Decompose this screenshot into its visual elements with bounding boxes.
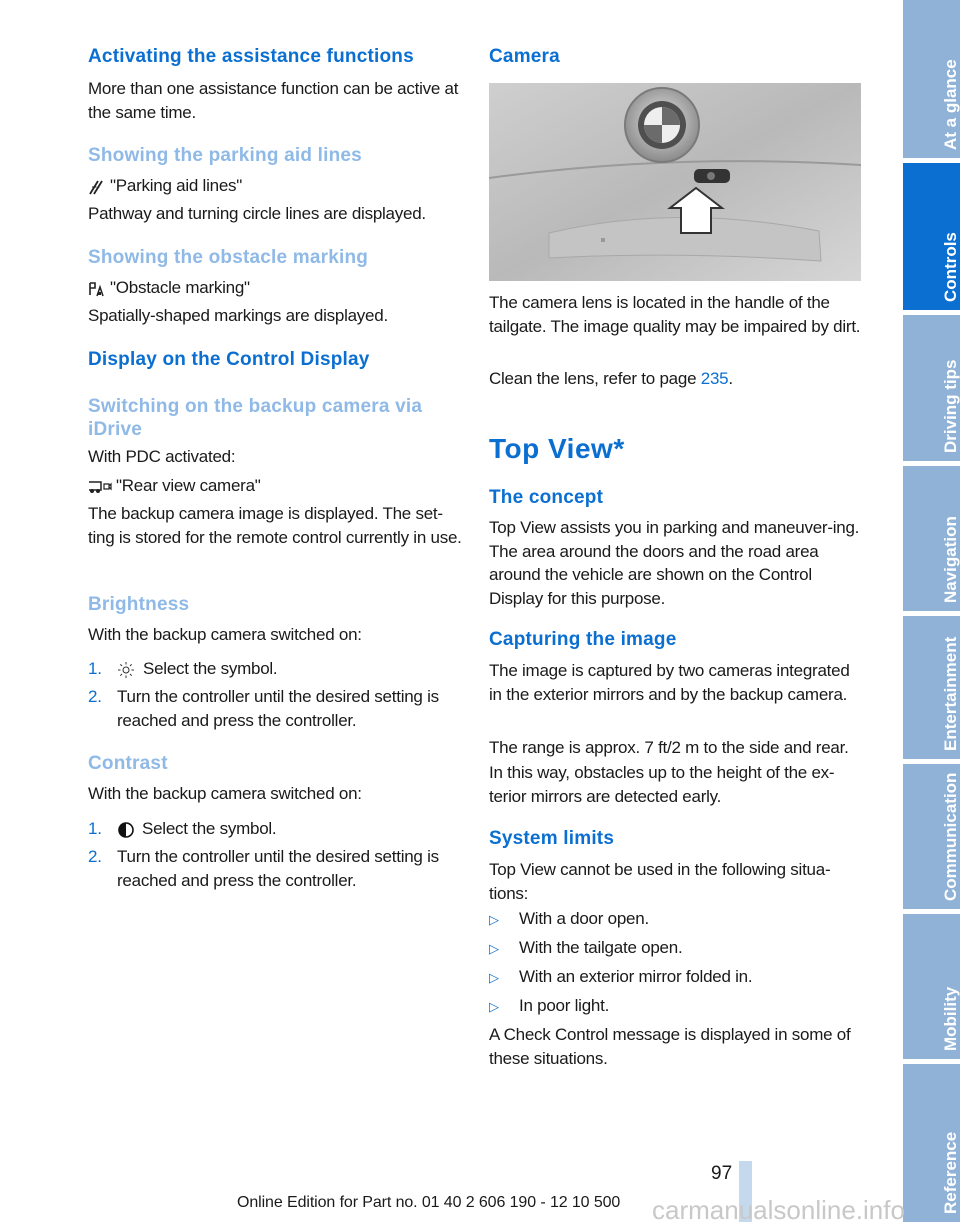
triangle-bullet-icon: ▷ [489, 941, 499, 956]
tab-label: Mobility [941, 986, 960, 1051]
text-concept: Top View assists you in parking and maneuver-ing. The area around the doors and the road area around the vehicle are shown on the Control Display for this purpose. [489, 518, 860, 608]
text-camera-lens: The camera lens is located in the handle of the tailgate. The image quality may be impaired by dirt. [489, 293, 861, 336]
tab-mobility[interactable] [903, 914, 960, 1059]
step-text: Select the symbol. [143, 659, 278, 678]
text-activating: More than one assistance function can be active at the same time. [88, 79, 459, 122]
rear-view-camera-icon [88, 479, 112, 495]
text-limits-intro: Top View cannot be used in the following situa-tions: [489, 860, 831, 903]
brightness-icon[interactable] [117, 661, 135, 679]
brightness-step-2 [88, 685, 464, 732]
option-rear-camera[interactable] [88, 474, 261, 498]
tab-label: Communication [941, 772, 960, 901]
option-parking-lines-label: "Parking aid lines" [110, 176, 243, 195]
list-item-text: With an exterior mirror folded in. [519, 967, 753, 986]
heading-switching: Switching on the backup camera via iDrive [88, 396, 423, 440]
step-number: 2. [88, 687, 102, 706]
heading-contrast: Contrast [88, 753, 168, 774]
option-obstacle-label: "Obstacle marking" [110, 278, 250, 297]
heading-system-limits: System limits [489, 828, 615, 849]
step-number: 2. [88, 847, 102, 866]
tab-label: Controls [941, 232, 960, 302]
page-number: 97 [711, 1163, 733, 1184]
tab-label: Navigation [941, 516, 960, 603]
step-number: 1. [88, 659, 102, 678]
list-item [489, 907, 649, 932]
list-item [489, 965, 752, 990]
tab-label: Reference [941, 1131, 960, 1214]
triangle-bullet-icon: ▷ [489, 999, 499, 1014]
tailgate-camera-photo [489, 83, 861, 281]
list-item-text: With the tailgate open. [519, 938, 683, 957]
contrast-step-1 [88, 817, 464, 841]
tab-reference[interactable] [903, 1064, 960, 1222]
text-check-control: A Check Control message is displayed in some of these situations. [489, 1025, 851, 1068]
chapter-tabs [903, 0, 960, 1222]
step-text: Select the symbol. [142, 819, 277, 838]
heading-display: Display on the Control Display [88, 349, 370, 370]
step-text: Turn the controller until the desired setting is reached and press the controller. [117, 847, 439, 890]
heading-brightness: Brightness [88, 594, 190, 615]
brightness-step-1 [88, 657, 464, 681]
text-backup-image: The backup camera image is displayed. The set-ting is stored for the remote control currently in use. [88, 504, 462, 547]
tab-label: At a glance [941, 59, 960, 150]
tab-label: Entertainment [941, 636, 960, 751]
tab-entertainment[interactable] [903, 616, 960, 759]
watermark: carmanualsonline.info [652, 1195, 905, 1225]
page-235-link[interactable]: 235 [700, 369, 729, 388]
list-item [489, 994, 609, 1019]
tab-navigation[interactable] [903, 466, 960, 611]
text-obstacles-height: In this way, obstacles up to the height of the ex-terior mirrors are detected early. [489, 763, 835, 806]
text-capturing: The image is captured by two cameras integrated in the exterior mirrors and by the backup camera. [489, 661, 850, 704]
text-range: The range is approx. 7 ft/2 m to the side and rear. [489, 738, 849, 757]
tab-controls[interactable] [903, 163, 960, 310]
option-obstacle[interactable] [88, 276, 250, 300]
heading-concept: The concept [489, 487, 604, 508]
tab-driving-tips[interactable] [903, 315, 960, 461]
tab-at-a-glance[interactable] [903, 0, 960, 158]
parking-aid-lines-icon [88, 179, 104, 195]
text-contrast-intro: With the backup camera switched on: [88, 784, 362, 803]
heading-capturing: Capturing the image [489, 629, 677, 650]
text-parking-lines: Pathway and turning circle lines are displayed. [88, 204, 426, 223]
triangle-bullet-icon: ▷ [489, 970, 499, 985]
list-item [489, 936, 682, 961]
option-parking-lines[interactable] [88, 174, 242, 198]
heading-activating: Activating the assistance functions [88, 46, 414, 67]
heading-top-view: Top View* [489, 433, 625, 464]
text-obstacle: Spatially-shaped markings are displayed. [88, 306, 388, 325]
tab-communication[interactable] [903, 764, 960, 909]
list-item-text: With a door open. [519, 909, 649, 928]
triangle-bullet-icon: ▷ [489, 912, 499, 927]
heading-camera: Camera [489, 46, 560, 67]
list-item-text: In poor light. [519, 996, 610, 1015]
text-brightness-intro: With the backup camera switched on: [88, 625, 362, 644]
contrast-icon[interactable] [117, 821, 135, 839]
obstacle-marking-icon [88, 281, 104, 297]
footer-edition: Online Edition for Part no. 01 40 2 606 190 - 12 10 500 [237, 1194, 621, 1211]
contrast-step-2 [88, 845, 464, 892]
step-text: Turn the controller until the desired setting is reached and press the controller. [117, 687, 439, 730]
option-rear-camera-label: "Rear view camera" [116, 476, 261, 495]
heading-parking-lines: Showing the parking aid lines [88, 145, 362, 166]
heading-obstacle: Showing the obstacle marking [88, 247, 369, 268]
step-number: 1. [88, 819, 102, 838]
text-clean-suffix: . [728, 369, 733, 388]
text-clean-prefix: Clean the lens, refer to page [489, 369, 701, 388]
text-with-pdc: With PDC activated: [88, 447, 236, 466]
text-clean-lens [489, 367, 863, 391]
tab-label: Driving tips [941, 359, 960, 453]
